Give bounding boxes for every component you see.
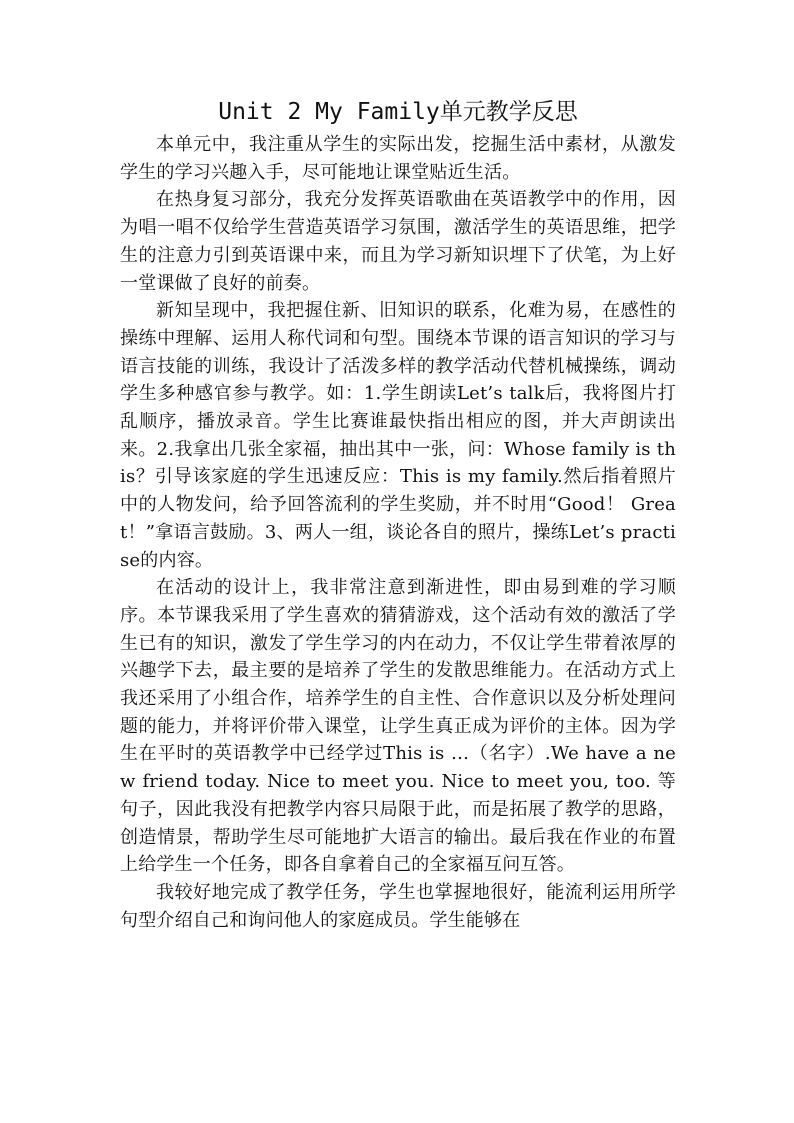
paragraph-new-knowledge: 新知呈现中，我把握住新、旧知识的联系，化难为易，在感性的操练中理解、运用人称代词和句型。围绕本节课的语言知识的学习与语言技能的训练，我设计了活泼多样的教学活动代替机械操练，调动学生多种感官参与教学。如：1.学生朗读Let’s talk后，我将图片打乱顺序，播放录音。学生比赛谁最快指出相应的图，并大声朗读出来。2.我拿出几张全家福，抽出其中一张，问：Whose family is this？引导该家庭的学生迅速反应：This is my family.然后指着照片中的人物发问，给予回答流利的学生奖励，并不时用“Good！ Great！”拿语言鼓励。3、两人一组，谈论各自的照片，操练Let’s practise的内容。 — [120, 300, 676, 571]
document-body — [120, 131, 676, 934]
paragraph-warmup: 在热身复习部分，我充分发挥英语歌曲在英语教学中的作用，因为唱一唱不仅给学生营造英语学习氛围，激活学生的英语思维，把学生的注意力引到英语课中来，而且为学习新知识埋下了伏笔，为上好一堂课做了良好的前奏。 — [120, 189, 676, 294]
document-title: Unit 2 My Family单元教学反思 — [218, 99, 578, 125]
paragraph-summary: 我较好地完成了教学任务，学生也掌握地很好，能流利运用所学句型介绍自己和询问他人的家庭成员。学生能够在 — [120, 881, 676, 931]
paragraph-intro: 本单元中，我注重从学生的实际出发，挖掘生活中素材，从激发学生的学习兴趣入手，尽可能地让课堂贴近生活。 — [120, 134, 676, 183]
document-content — [120, 93, 676, 934]
paragraph-activity-design: 在活动的设计上，我非常注意到渐进性，即由易到难的学习顺序。本节课我采用了学生喜欢的猜猜游戏，这个活动有效的激活了学生已有的知识，激发了学生学习的内在动力，不仅让学生带着浓厚的兴趣学下去，最主要的是培养了学生的发散思维能力。在活动方式上我还采用了小组合作，培养学生的自主性、合作意识以及分析处理问题的能力，并将评价带入课堂，让学生真正成为评价的主体。因为学生在平时的英语教学中已经学过This is …（名字）.We have a new friend today. Nice to meet you. Nice to meet you, too. 等句子，因此我没有把教学内容只局限于此，而是拓展了教学的思路，创造情景，帮助学生尽可能地扩大语言的输出。最后我在作业的布置上给学生一个任务，即各自拿着自己的全家福互问互答。 — [120, 577, 676, 876]
